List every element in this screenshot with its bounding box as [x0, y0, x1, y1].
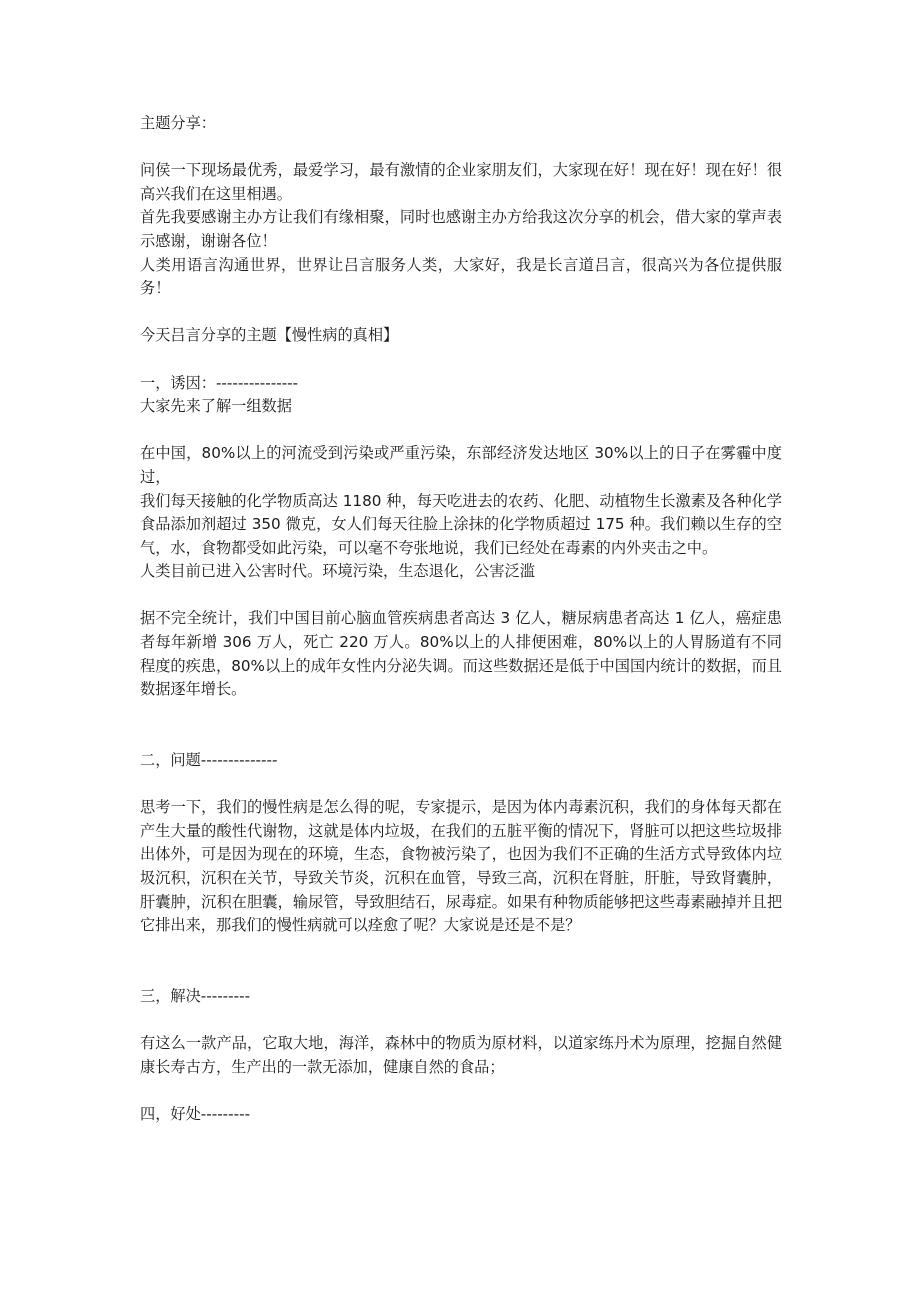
- section2-title: 二，问题--------------: [140, 751, 278, 770]
- section1-paragraph-1: 在中国，80%以上的河流受到污染或严重污染，东部经济发达地区 30%以上的日子在雾霾中度过，: [140, 444, 782, 486]
- spacer: [140, 773, 782, 797]
- section1-paragraph-4: 据不完全统计，我们中国目前心脑血管疾病患者高达 3 亿人，糖尿病患者高达 1 亿人，癌症患者每年新增 306 万人，死亡 220 万人。80%以上的人排便困难，80%以上的人胃肠道有不同程度的疾患，80%以上的成年女性内分泌失调。而这些数据还是低于中国国内统计的数据，而且数据逐年增长。: [140, 609, 782, 699]
- spacer: [140, 938, 782, 985]
- section1-title: 一，诱因：---------------: [140, 373, 299, 392]
- spacer: [140, 584, 782, 608]
- section3-title: 三，解决---------: [140, 986, 251, 1005]
- section1-paragraph-2: 我们每天接触的化学物质高达 1180 种，每天吃进去的农药、化肥、动植物生长激素及各种化学食品添加剂超过 350 微克，女人们每天往脸上涂抹的化学物质超过 175 种。我们赖以生存的空气，水，食物都受如此污染，可以毫不夸张地说，我们已经处在毒素的内外夹击之中。: [140, 491, 782, 557]
- spacer: [140, 136, 782, 160]
- section4-title: 四，好处---------: [140, 1104, 251, 1123]
- spacer: [140, 419, 782, 443]
- document-body: [140, 112, 782, 1127]
- spacer: [140, 348, 782, 372]
- topic-line: 今天吕言分享的主题【慢性病的真相】: [140, 326, 399, 345]
- spacer: [140, 301, 782, 325]
- section3-paragraph-1: 有这么一款产品，它取大地，海洋，森林中的物质为原材料，以道家练丹术为原理，挖掘自然健康长寿古方，生产出的一款无添加，健康自然的食品；: [140, 1034, 782, 1076]
- greeting-paragraph: 问侯一下现场最优秀，最爱学习，最有激情的企业家朋友们，大家现在好！现在好！现在好！很高兴我们在这里相遇。: [140, 161, 782, 203]
- intro-paragraph: 人类用语言沟通世界，世界让吕言服务人类，大家好，我是长言道吕言，很高兴为各位提供服务！: [140, 255, 782, 298]
- section2-paragraph-1: 思考一下，我们的慢性病是怎么得的呢，专家提示，是因为体内毒素沉积，我们的身体每天都在产生大量的酸性代谢物，这就是体内垃圾，在我们的五脏平衡的情况下，肾脏可以把这些垃圾排出体外，可是因为现在的环境，生态，食物被污染了，也因为我们不正确的生活方式导致体内垃圾沉积，沉积在关节，导致关节炎，沉积在血管，导致三高，沉积在肾脏，肝脏，导致肾囊肿，肝囊肿，沉积在胆囊，输尿管，导致胆结石，尿毒症。如果有种物质能够把这些毒素融掉并且把它排出来，那我们的慢性病就可以痊愈了呢？大家说是还是不是？: [140, 798, 782, 935]
- spacer: [140, 702, 782, 749]
- document-heading: 主题分享：: [140, 114, 216, 132]
- section1-lead: 大家先来了解一组数据: [140, 397, 292, 416]
- spacer: [140, 1009, 782, 1033]
- section1-paragraph-3: 人类目前已进入公害时代。环境污染，生态退化，公害泛滥: [140, 562, 535, 581]
- spacer: [140, 1079, 782, 1103]
- thanks-paragraph: 首先我要感谢主办方让我们有缘相聚，同时也感谢主办方给我这次分享的机会，借大家的掌声表示感谢，谢谢各位！: [140, 208, 782, 250]
